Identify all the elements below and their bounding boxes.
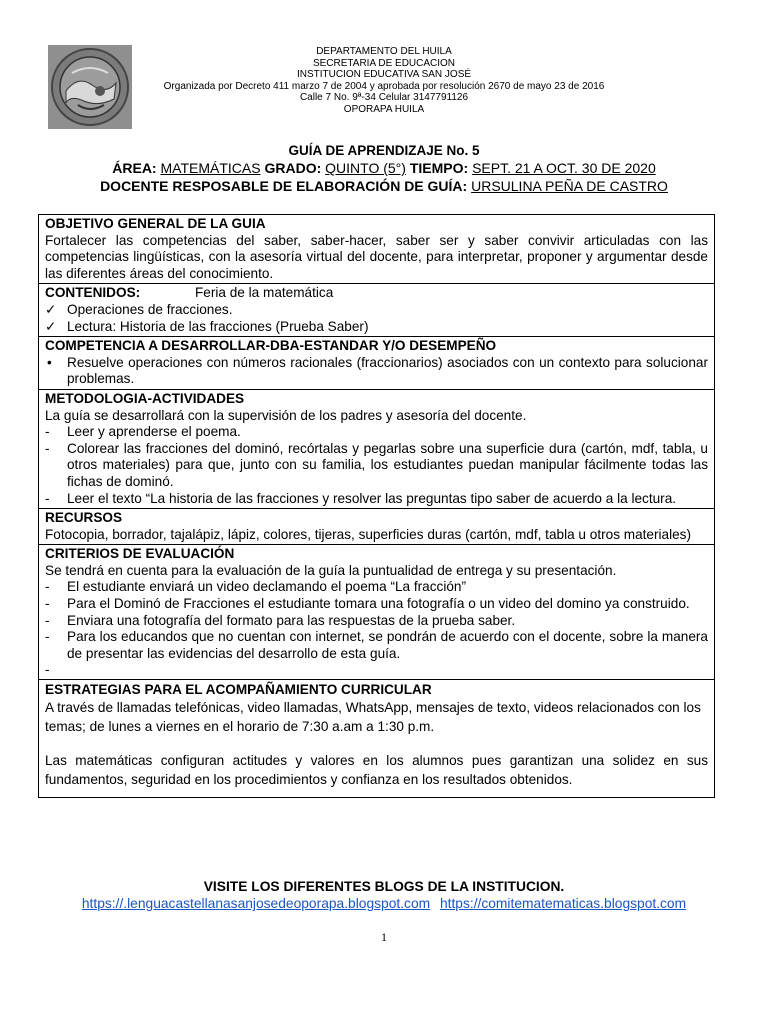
grade-label: GRADO: xyxy=(264,160,322,176)
guide-title: GUÍA DE APRENDIZAJE No. 5 xyxy=(288,143,480,158)
resources-text: Fotocopia, borrador, tajalápiz, lápiz, colores, tijeras, superficies duras (cartón, mdf, tabla u otros materiales) xyxy=(45,526,691,542)
list-item: ✓ Operaciones de fracciones. xyxy=(45,302,708,319)
page-number: 1 xyxy=(381,930,387,944)
list-item: - Colorear las fracciones del dominó, recórtalas y pegarlas sobre una superficie dura (cartón, mdf, tabla, u otros materiales) para que, junto con su familia, los estudiantes puedan manipular fácilmente todas las fichas de dominó. xyxy=(45,441,708,491)
teacher-line xyxy=(0,177,768,195)
list-item: ✓ Lectura: Historia de las fracciones (Prueba Saber) xyxy=(45,319,708,336)
objective-heading: OBJETIVO GENERAL DE LA GUIA xyxy=(45,216,266,231)
header-line: INSTITUCION EDUCATIVA SAN JOSÉ xyxy=(296,69,472,81)
teacher-value: URSULINA PEÑA DE CASTRO xyxy=(471,178,668,194)
time-label: TIEMPO: xyxy=(409,160,469,176)
methodology-intro: La guía se desarrollará con la supervisión de los padres y asesoría del docente. xyxy=(45,407,527,423)
blog-links xyxy=(0,895,768,913)
methodology-heading: METODOLOGIA-ACTIVIDADES xyxy=(45,390,245,406)
evaluation-section xyxy=(39,545,715,680)
header-line: Calle 7 No. 9ª-34 Celular 3147791126 xyxy=(299,92,469,104)
contents-section xyxy=(39,284,715,337)
header-line: DEPARTAMENTO DEL HUILA xyxy=(316,46,452,57)
area-value: MATEMÁTICAS xyxy=(160,160,261,176)
list-item: • Resuelve operaciones con números racionales (fraccionarios) asociados con un contexto para solucionar problemas. xyxy=(45,355,708,388)
list-item: - Leer y aprenderse el poema. xyxy=(45,424,708,441)
evaluation-heading: CRITERIOS DE EVALUACIÓN xyxy=(45,546,235,562)
competence-heading: COMPETENCIA A DESARROLLAR-DBA-ESTANDAR Y/O DESEMPEÑO xyxy=(45,338,497,354)
footer xyxy=(0,878,768,913)
list-item: - Leer el texto “La historia de las fracciones y resolver las preguntas tipo saber de acuerdo a la lectura. xyxy=(45,491,708,508)
strategies-paragraph: Las matemáticas configuran actitudes y valores en los alumnos pues garantizan una solidez en sus fundamentos, seguridad en los procedimientos y confianza en los resultados obtenidos. xyxy=(45,753,708,788)
blog-link-matematicas[interactable]: https://comitematematicas.blogspot.com xyxy=(439,896,687,911)
strategies-heading: ESTRATEGIAS PARA EL ACOMPAÑAMIENTO CURRICULAR xyxy=(45,682,432,698)
resources-heading: RECURSOS xyxy=(45,510,123,526)
area-grade-time-line xyxy=(0,159,768,177)
list-item: - Enviara una fotografía del formato para las respuestas de la prueba saber. xyxy=(45,613,708,630)
contents-topic: Feria de la matemática xyxy=(195,285,334,301)
teacher-label: DOCENTE RESPOSABLE DE ELABORACIÓN DE GUÍA: xyxy=(100,178,468,194)
list-item: - Para los educandos que no cuentan con internet, se pondrán de acuerdo con el docente, sobre la manera de presentar las evidencias del desarrollo de esta guía. xyxy=(45,629,708,662)
blog-link-lengua[interactable]: https://.lenguacastellanasanjosedeoporapa.blogspot.com xyxy=(81,896,431,911)
list-item xyxy=(45,662,708,678)
strategies-section xyxy=(39,680,715,798)
header-line: Organizada por Decreto 411 marzo 7 de 2004 y aprobada por resolución 2670 de mayo 23 de 2016 xyxy=(163,80,605,92)
competence-section xyxy=(39,337,715,390)
visit-blogs-text: VISITE LOS DIFERENTES BLOGS DE LA INSTITUCION. xyxy=(203,879,565,894)
list-item: - Para el Dominó de Fracciones el estudiante tomara una fotografía o un video del domino ya construido. xyxy=(45,596,708,613)
header-line: OPORAPA HUILA xyxy=(343,103,425,115)
evaluation-intro: Se tendrá en cuenta para la evaluación de la guía la puntualidad de entrega y su presentación. xyxy=(45,562,617,578)
institution-header xyxy=(0,46,768,116)
resources-section xyxy=(39,509,715,545)
guide-titles xyxy=(0,142,768,195)
time-value: SEPT. 21 A OCT. 30 DE 2020 xyxy=(472,160,656,176)
header-line: SECRETARIA DE EDUCACION xyxy=(312,57,456,69)
strategies-paragraph: A través de llamadas telefónicas, video llamadas, WhatsApp, mensajes de texto, videos relacionados con los temas; de lunes a viernes en el horario de 7:30 a.am a 1:30 p.m. xyxy=(45,700,701,735)
guide-table xyxy=(38,214,715,798)
methodology-section xyxy=(39,389,715,508)
objective-section xyxy=(39,215,715,284)
area-label: ÁREA: xyxy=(112,160,157,176)
objective-text: Fortalecer las competencias del saber, saber-hacer, saber ser y saber convivir articuladas con las competencias lingüísticas, con la asesoría virtual del docente, para interpretar, proponer y argumentar desde las diferentes áreas del conocimiento. xyxy=(45,232,708,281)
contents-heading: CONTENIDOS: xyxy=(45,285,141,301)
grade-value: QUINTO (5°) xyxy=(325,160,406,176)
list-item: - El estudiante enviará un video declamando el poema “La fracción” xyxy=(45,579,708,596)
